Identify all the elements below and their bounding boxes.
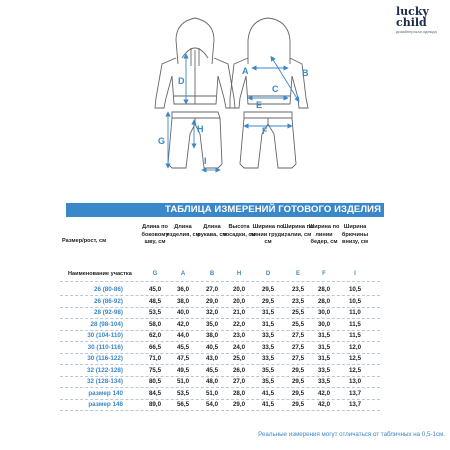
row-divider	[60, 281, 380, 282]
table-cell: 28,0	[317, 297, 331, 305]
row-divider	[60, 376, 380, 377]
table-cell: 40,0	[176, 309, 190, 316]
brand-tagline: дизайнерская одежда	[396, 29, 437, 34]
row-divider	[60, 364, 380, 365]
size-header: Размер/рост, см	[62, 238, 107, 244]
table-cell: 12,0	[348, 343, 362, 351]
table-cell: 48,0	[205, 378, 219, 385]
table-cell: 38,0	[205, 332, 219, 339]
table-cell: 42,0	[317, 389, 331, 397]
table-cell: 32,0	[205, 309, 219, 316]
column-code: D	[265, 271, 271, 277]
table-cell: 27,5	[291, 355, 305, 362]
table-cell: 35,5	[261, 366, 275, 374]
table-cell: 13,7	[348, 389, 362, 397]
part-name-label: Наименование участка	[68, 271, 132, 277]
table-cell: 25,5	[291, 320, 305, 328]
table-cell: 30,0	[317, 309, 331, 316]
column-header: Ширина по линии бедер, см	[308, 224, 340, 246]
table-cell: 29,5	[261, 297, 275, 305]
size-label: размер 146	[88, 401, 123, 408]
table-cell: 53,5	[176, 389, 190, 397]
size-label: 26 (86-92)	[93, 297, 123, 305]
table-cell: 33,5	[317, 366, 331, 374]
row-divider	[60, 307, 380, 308]
table-cell: 43,0	[205, 355, 219, 362]
table-cell: 66,5	[148, 343, 162, 351]
size-label: 28 (98-104)	[90, 320, 123, 328]
table-cell: 42,0	[176, 320, 190, 328]
column-code: I	[354, 271, 356, 277]
column-header: Длина по боковому шву, см	[141, 224, 169, 246]
table-cell: 33,5	[317, 378, 331, 385]
table-cell: 27,5	[291, 343, 305, 351]
letter-i: I	[204, 156, 207, 166]
table-cell: 58,0	[148, 320, 162, 328]
table-cell: 26,0	[232, 366, 246, 374]
row-divider	[60, 295, 380, 296]
footnote: Реальные измерения могут отличаться от табличных на 0,5-1см.	[258, 431, 445, 438]
table-cell: 21,0	[232, 309, 246, 316]
garment-sketch	[0, 0, 450, 200]
table-cell: 80,5	[148, 378, 162, 385]
column-code: E	[295, 271, 300, 277]
table-cell: 29,5	[291, 401, 305, 408]
column-header: Длина изделия, см	[166, 224, 200, 238]
brand-name: lucky child	[396, 5, 429, 29]
table-cell: 33,5	[261, 332, 275, 339]
pants-front-drawing	[168, 112, 222, 168]
column-header: Ширина по талии, см	[282, 224, 314, 238]
column-code: F	[322, 271, 326, 277]
table-cell: 28,0	[317, 286, 331, 293]
table-cell: 62,0	[148, 332, 162, 339]
row-divider	[60, 318, 380, 319]
table-title: ТАБЛИЦА ИЗМЕРЕНИЙ ГОТОВОГО ИЗДЕЛИЯ	[66, 203, 384, 217]
table-cell: 25,5	[291, 309, 305, 316]
table-cell: 33,5	[261, 355, 275, 362]
letter-g: G	[158, 136, 166, 146]
table-cell: 27,0	[205, 286, 219, 293]
table-cell: 20,0	[232, 297, 246, 305]
column-code: A	[180, 271, 186, 277]
letter-a: A	[242, 66, 249, 76]
column-code: H	[236, 271, 242, 277]
table-cell: 29,5	[291, 389, 305, 397]
table-cell: 41,5	[261, 401, 275, 408]
table-cell: 25,0	[232, 355, 246, 362]
row-divider	[60, 410, 380, 411]
table-cell: 44,0	[176, 332, 190, 339]
table-cell: 27,5	[291, 332, 305, 339]
table-cell: 31,5	[317, 355, 331, 362]
table-cell: 36,0	[176, 286, 190, 293]
table-cell: 29,5	[291, 366, 305, 374]
size-label: 30 (110-116)	[87, 343, 123, 351]
letter-e: E	[256, 100, 263, 110]
table-cell: 31,5	[261, 309, 275, 316]
table-cell: 42,0	[317, 401, 331, 408]
table-cell: 47,5	[176, 355, 190, 362]
table-cell: 33,5	[261, 343, 275, 351]
table-cell: 45,5	[205, 366, 219, 374]
table-cell: 12,5	[348, 355, 362, 362]
jacket-back-drawing	[230, 18, 308, 108]
size-label: 30 (116-122)	[87, 355, 123, 362]
table-cell: 11,5	[349, 332, 361, 339]
table-cell: 49,5	[176, 366, 190, 374]
table-cell: 54,0	[205, 401, 219, 408]
table-cell: 51,0	[205, 389, 219, 397]
table-cell: 31,5	[317, 332, 331, 339]
letter-c: C	[272, 84, 279, 94]
row-divider	[60, 399, 380, 400]
table-cell: 75,5	[148, 366, 162, 374]
table-cell: 45,0	[148, 286, 162, 293]
table-cell: 22,0	[232, 320, 246, 328]
letter-d: D	[178, 76, 185, 86]
table-cell: 27,0	[232, 378, 246, 385]
table-cell: 10,5	[348, 297, 362, 305]
table-cell: 38,0	[176, 297, 190, 305]
jacket-front-drawing	[155, 18, 235, 108]
table-cell: 13,7	[348, 401, 362, 408]
size-label: 32 (128-134)	[86, 378, 123, 385]
table-cell: 11,0	[349, 309, 361, 316]
table-cell: 10,5	[348, 286, 362, 293]
table-cell: 28,0	[232, 389, 246, 397]
column-header: Длина рукава, см	[197, 224, 227, 238]
row-divider	[60, 353, 380, 354]
table-cell: 29,5	[291, 378, 305, 385]
size-label: 30 (104-110)	[87, 332, 123, 339]
row-divider	[60, 330, 380, 331]
row-divider	[60, 341, 380, 342]
size-label: 28 (92-98)	[93, 309, 123, 316]
letter-b: B	[302, 68, 309, 78]
table-cell: 84,5	[148, 389, 162, 397]
table-cell: 41,5	[261, 389, 275, 397]
table-cell: 53,5	[148, 309, 162, 316]
table-cell: 20,0	[232, 286, 246, 293]
size-label: 26 (80-86)	[93, 286, 123, 293]
table-cell: 29,5	[261, 286, 275, 293]
table-cell: 13,0	[348, 378, 362, 385]
table-cell: 56,5	[176, 401, 190, 408]
table-cell: 11,5	[349, 320, 361, 328]
table-cell: 23,5	[291, 297, 305, 305]
letter-h: H	[197, 124, 204, 134]
table-cell: 45,5	[176, 343, 190, 351]
letter-f: F	[262, 126, 268, 136]
column-code: B	[209, 271, 215, 277]
column-header: Ширина брючины внизу, см	[341, 224, 369, 246]
table-cell: 31,5	[317, 343, 331, 351]
table-cell: 12,5	[348, 366, 362, 374]
table-cell: 71,0	[148, 355, 162, 362]
size-label: размер 140	[88, 389, 123, 397]
table-cell: 23,5	[291, 286, 305, 293]
table-cell: 23,0	[232, 332, 246, 339]
table-cell: 51,0	[176, 378, 190, 385]
table-cell: 30,0	[317, 320, 331, 328]
table-cell: 29,0	[205, 297, 219, 305]
pants-back-drawing	[240, 112, 296, 168]
table-cell: 48,5	[148, 297, 162, 305]
table-cell: 89,0	[148, 401, 162, 408]
column-header: Ширина по линии груди, см	[250, 224, 286, 246]
table-cell: 35,0	[205, 320, 219, 328]
table-cell: 40,5	[205, 343, 219, 351]
size-label: 32 (122-128)	[86, 366, 123, 374]
table-cell: 29,0	[232, 401, 246, 408]
column-header: Высота посадки, см	[222, 224, 256, 238]
row-divider	[60, 387, 380, 388]
table-cell: 31,5	[261, 320, 275, 328]
column-code: G	[152, 271, 158, 277]
table-cell: 35,5	[261, 378, 275, 385]
table-cell: 24,0	[232, 343, 246, 351]
